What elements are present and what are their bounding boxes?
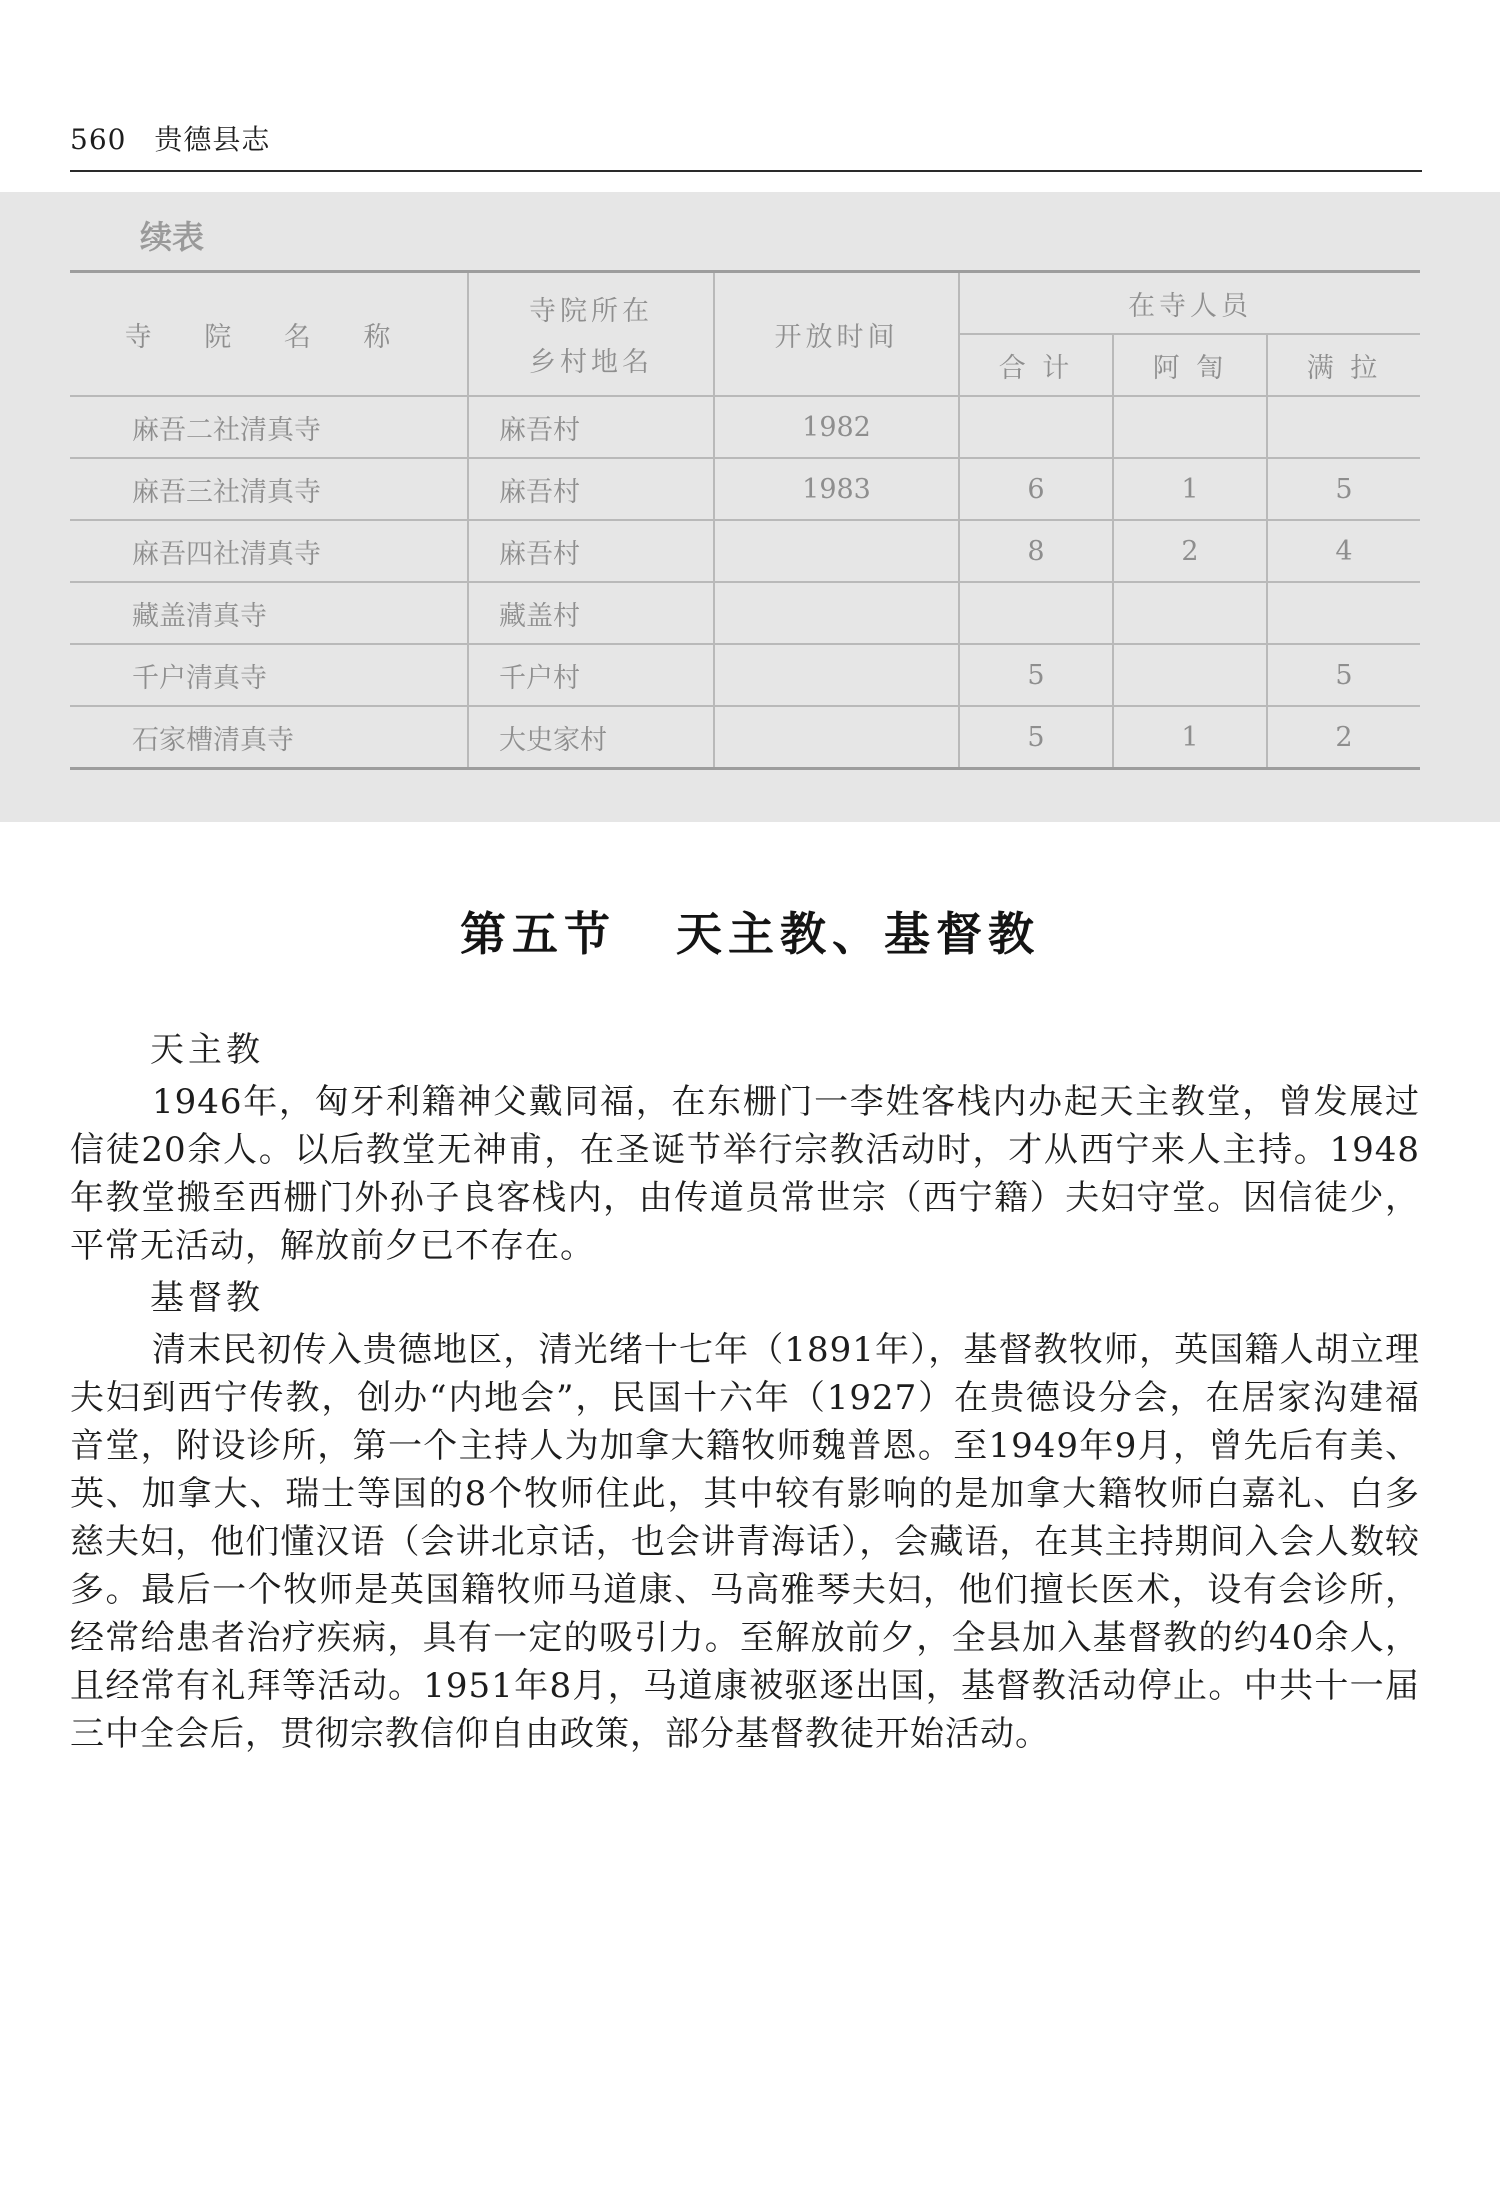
village-name: 大史家村 — [468, 706, 714, 769]
village-name: 麻吾村 — [468, 458, 714, 520]
section-title — [0, 898, 1500, 964]
open-year — [714, 706, 959, 769]
page-number: 560 — [70, 123, 127, 156]
staff-total — [959, 396, 1113, 458]
continuation-label: 续表 — [140, 218, 205, 256]
catholic-paragraph: 1946年，匈牙利籍神父戴同福，在东栅门一李姓客栈内办起天主教堂，曾发展过信徒20余人。以后教堂无神甫，在圣诞节举行宗教活动时，才从西宁来人主持。1948年教堂搬至西栅门外孙子良客栈内，由传道员常世宗（西宁籍）夫妇守堂。因信徒少，平常无活动，解放前夕已不存在。 — [70, 1082, 1420, 1266]
table-row — [70, 706, 1420, 769]
village-name: 千户村 — [468, 644, 714, 706]
staff-ahong — [1113, 644, 1267, 706]
table-row — [70, 458, 1420, 520]
open-year: 1982 — [714, 396, 959, 458]
staff-ahong: 1 — [1113, 706, 1267, 769]
staff-total: 5 — [959, 706, 1113, 769]
staff-manla — [1267, 582, 1420, 644]
staff-manla: 4 — [1267, 520, 1420, 582]
col-open-time-header: 开放时间 — [714, 272, 959, 397]
staff-manla: 2 — [1267, 706, 1420, 769]
staff-total: 5 — [959, 644, 1113, 706]
col-name-header: 寺 院 名 称 — [70, 272, 468, 397]
col-total-header: 合 计 — [959, 334, 1113, 396]
col-ahong-header: 阿 訇 — [1113, 334, 1267, 396]
section-heading: 天主教、基督教 — [676, 907, 1040, 961]
staff-total — [959, 582, 1113, 644]
col-location-header — [468, 272, 714, 397]
mosque-name: 麻吾二社清真寺 — [70, 396, 468, 458]
mosque-name: 藏盖清真寺 — [70, 582, 468, 644]
mosque-name: 石家槽清真寺 — [70, 706, 468, 769]
body-text — [70, 1026, 1420, 1762]
table-row — [70, 520, 1420, 582]
table-row — [70, 396, 1420, 458]
staff-ahong — [1113, 396, 1267, 458]
header-rule — [70, 170, 1422, 172]
village-name: 麻吾村 — [468, 520, 714, 582]
col-location-line2: 乡村地名 — [529, 347, 653, 378]
col-staff-group-header: 在寺人员 — [959, 272, 1420, 335]
village-name: 麻吾村 — [468, 396, 714, 458]
open-year — [714, 582, 959, 644]
open-year — [714, 520, 959, 582]
staff-manla — [1267, 396, 1420, 458]
protestant-heading: 基督教 — [150, 1278, 264, 1318]
table-row — [70, 582, 1420, 644]
staff-ahong — [1113, 582, 1267, 644]
col-location-line1: 寺院所在 — [529, 296, 653, 327]
catholic-heading: 天主教 — [150, 1030, 264, 1070]
staff-ahong: 2 — [1113, 520, 1267, 582]
mosque-table — [70, 270, 1420, 770]
village-name: 藏盖村 — [468, 582, 714, 644]
table-row — [70, 644, 1420, 706]
staff-ahong: 1 — [1113, 458, 1267, 520]
mosque-name: 千户清真寺 — [70, 644, 468, 706]
page-header — [70, 118, 1420, 158]
staff-manla: 5 — [1267, 644, 1420, 706]
staff-total: 8 — [959, 520, 1113, 582]
staff-total: 6 — [959, 458, 1113, 520]
staff-manla: 5 — [1267, 458, 1420, 520]
protestant-paragraph: 清末民初传入贵德地区，清光绪十七年（1891年），基督教牧师，英国籍人胡立理夫妇到西宁传教，创办“内地会”，民国十六年（1927）在贵德设分会，在居家沟建福音堂，附设诊所，第一个主持人为加拿大籍牧师魏普恩。至1949年9月，曾先后有美、英、加拿大、瑞士等国的8个牧师住此，其中较有影响的是加拿大籍牧师白嘉礼、白多慈夫妇，他们懂汉语（会讲北京话，也会讲青海话），会藏语，在其主持期间入会人数较多。最后一个牧师是英国籍牧师马道康、马高雅琴夫妇，他们擅长医术，设有会诊所，经常给患者治疗疾病，具有一定的吸引力。至解放前夕，全县加入基督教的约40余人，且经常有礼拜等活动。1951年8月，马道康被驱逐出国，基督教活动停止。中共十一届三中全会后，贯彻宗教信仰自由政策，部分基督教徒开始活动。 — [70, 1330, 1420, 1754]
open-year: 1983 — [714, 458, 959, 520]
open-year — [714, 644, 959, 706]
book-title: 贵德县志 — [154, 123, 271, 156]
section-number: 第五节 — [460, 907, 616, 961]
mosque-name: 麻吾四社清真寺 — [70, 520, 468, 582]
mosque-name: 麻吾三社清真寺 — [70, 458, 468, 520]
col-manla-header: 满 拉 — [1267, 334, 1420, 396]
